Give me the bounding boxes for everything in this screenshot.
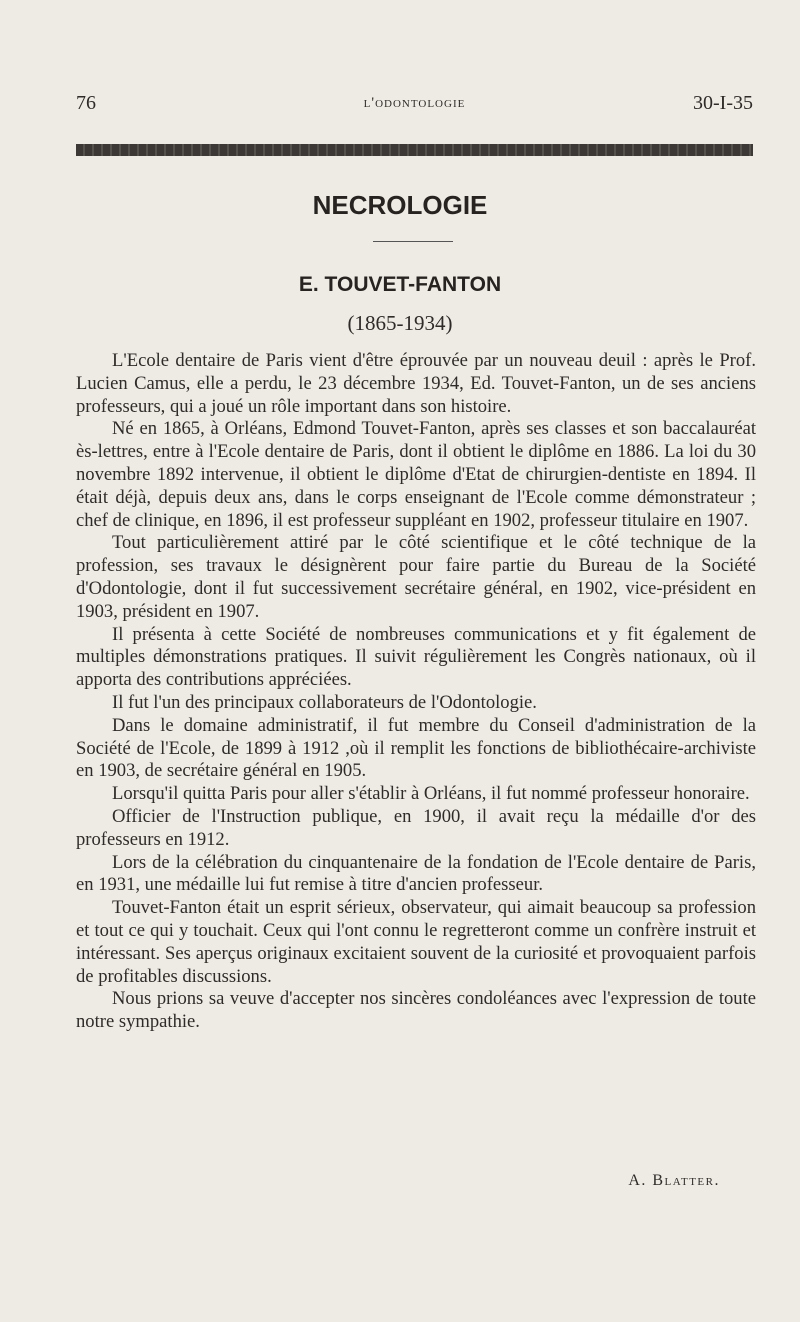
paragraph: L'Ecole dentaire de Paris vient d'être éprouvée par un nouveau deuil : après le Prof. Lucien Camus, elle a perdu, le 23 décembre 1934, Ed. Touvet-Fanton, un de ses anciens professeurs, qui a joué un rôle important dans son histoire. bbox=[76, 350, 756, 417]
title-divider bbox=[373, 241, 453, 242]
journal-name: l'odontologie bbox=[363, 95, 466, 111]
paragraph: Nous prions sa veuve d'accepter nos sincères condoléances avec l'expression de toute notre sympathie. bbox=[76, 988, 756, 1033]
paragraph: Il présenta à cette Société de nombreuses communications et y fit également de multiples démonstrations pratiques. Il suivit régulièrement les Congrès nationaux, où il apporta des contributions appréciées. bbox=[76, 623, 756, 691]
header-rule bbox=[76, 144, 753, 156]
paragraph: Officier de l'Instruction publique, en 1900, il avait reçu la médaille d'or des professeurs en 1912. bbox=[76, 805, 756, 850]
life-years: (1865-1934) bbox=[347, 311, 453, 335]
paragraph: Il fut l'un des principaux collaborateurs de l'Odontologie. bbox=[112, 691, 537, 713]
section-title: NECROLOGIE bbox=[312, 190, 488, 220]
paragraph: Touvet-Fanton était un esprit sérieux, observateur, qui aimait beaucoup sa profession et tout ce qui y touchait. Ceux qui l'ont connu le regretteront comme un confrère instruit et intéressant. Ses aperçus originaux excitaient souvent de la curiosité et provoquaient parfois de profitables discussions. bbox=[76, 897, 756, 987]
author-signature: A. Blatter. bbox=[628, 1172, 720, 1189]
paragraph: Lorsqu'il quitta Paris pour aller s'établir à Orléans, il fut nommé professeur honoraire. bbox=[112, 783, 750, 805]
paragraph: Né en 1865, à Orléans, Edmond Touvet-Fanton, après ses classes et son baccalauréat ès-lettres, entre à l'Ecole dentaire de Paris, dont il obtient le diplôme en 1886. La loi du 30 novembre 1892 intervenue, il obtient le diplôme d'Etat de chirurgien-dentiste en 1894. Il était déjà, depuis deux ans, dans le corps enseignant de l'Ecole comme démonstrateur ; chef de clinique, en 1896, il est professeur suppléant en 1902, professeur titulaire en 1907. bbox=[76, 418, 756, 531]
page-number: 76 bbox=[76, 92, 96, 114]
paragraph: Dans le domaine administratif, il fut membre du Conseil d'administration de la Société de l'Ecole, de 1899 à 1912 ,où il remplit les fonctions de bibliothécaire-archiviste en 1903, de secrétaire général en 1905. bbox=[76, 714, 756, 782]
running-head bbox=[76, 92, 753, 120]
obituary-name: E. TOUVET-FANTON bbox=[298, 273, 502, 296]
paragraph: Tout particulièrement attiré par le côté scientifique et le côté technique de la profession, ses travaux le désignèrent pour faire partie du Bureau de la Société d'Odontologie, dont il fut successivement secrétaire général, en 1902, vice-président en 1903, président en 1907. bbox=[76, 532, 756, 622]
issue-date: 30-I-35 bbox=[693, 92, 753, 114]
paragraph: Lors de la célébration du cinquantenaire de la fondation de l'Ecole dentaire de Paris, en 1931, une médaille lui fut remise à titre d'ancien professeur. bbox=[76, 851, 756, 896]
obituary-body bbox=[76, 350, 756, 1034]
